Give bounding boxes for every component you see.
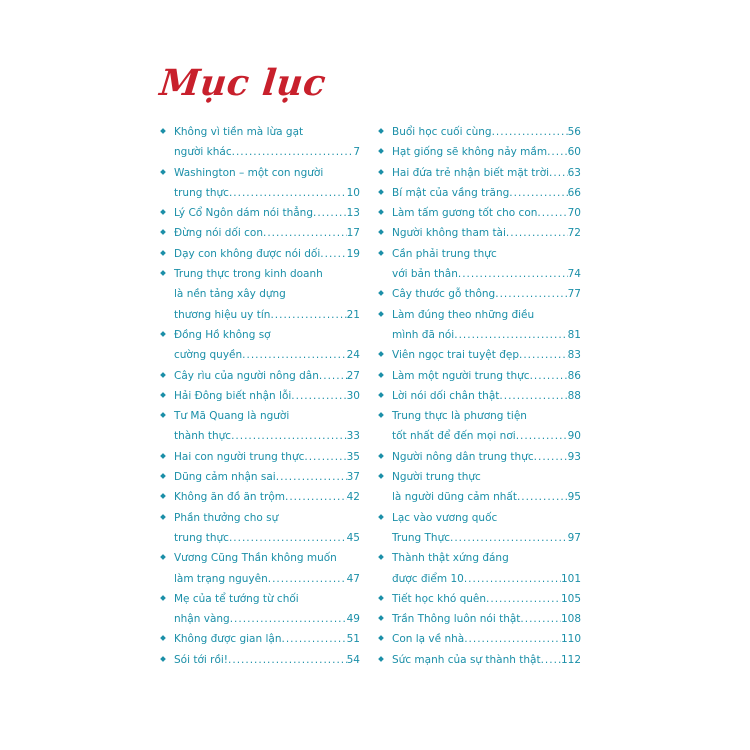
toc-entry-title-line: Vương Cũng Thần không muốn <box>174 552 337 565</box>
dot-leader <box>492 122 568 142</box>
toc-page-number: 66 <box>567 186 581 199</box>
toc-entry-title-line: Trần Thông luôn nói thật <box>392 613 521 626</box>
bullet-icon <box>378 169 384 175</box>
bullet-icon <box>378 291 384 297</box>
bullet-icon <box>378 473 384 479</box>
toc-page-number: 86 <box>567 369 581 382</box>
dot-leader <box>519 345 568 365</box>
bullet-icon <box>160 230 166 236</box>
toc-entry[interactable] <box>160 467 360 487</box>
toc-entry-title-line: Washington – một con người <box>174 166 324 179</box>
toc-entry-title-line: Tiết học khó quên <box>392 592 487 605</box>
toc-entry[interactable] <box>378 508 581 549</box>
toc-entry[interactable] <box>378 406 581 447</box>
dot-leader <box>517 487 568 507</box>
toc-entry-title-line: Buổi học cuối cùng <box>392 126 492 138</box>
toc-entry[interactable] <box>378 122 581 142</box>
toc-page-number: 93 <box>567 450 581 463</box>
bullet-icon <box>378 392 384 398</box>
dot-leader <box>454 325 567 345</box>
toc-entry[interactable] <box>378 609 581 629</box>
toc-entry[interactable] <box>160 163 360 204</box>
toc-entry-title-line: Bí mật của vầng trăng <box>392 186 510 199</box>
bullet-icon <box>378 209 384 215</box>
toc-entry[interactable] <box>160 629 360 649</box>
bullet-icon <box>378 311 384 317</box>
toc-entry-title-line: Đừng nói dối con <box>174 227 263 240</box>
dot-leader <box>229 183 347 203</box>
toc-entry-title-line: Hai đứa trẻ nhận biết mặt trời <box>392 166 550 179</box>
bullet-icon <box>160 554 166 560</box>
toc-entry-title-line: Không ăn đồ ăn trộm <box>174 491 285 504</box>
toc-entry[interactable] <box>378 650 581 670</box>
dot-leader <box>509 183 567 203</box>
toc-entry[interactable] <box>160 325 360 366</box>
dot-leader <box>263 223 347 243</box>
bullet-icon <box>160 412 166 418</box>
dot-leader <box>276 467 347 487</box>
toc-entry-title-line: Hai con người trung thực <box>174 450 305 463</box>
bullet-icon <box>378 230 384 236</box>
toc-entry[interactable] <box>160 386 360 406</box>
toc-entry-title-line: Lý Cổ Ngôn dám nói thẳng <box>174 207 313 220</box>
bullet-icon <box>160 636 166 642</box>
toc-entry-title-line: Lạc vào vương quốc <box>392 511 498 524</box>
toc-entry[interactable] <box>378 223 581 243</box>
dot-leader <box>230 609 347 629</box>
toc-entry-title-line: Dạy con không được nói dối <box>174 247 321 260</box>
dot-leader <box>282 629 347 649</box>
toc-entry[interactable] <box>160 487 360 507</box>
toc-entry[interactable] <box>160 650 360 670</box>
bullet-icon <box>378 351 384 357</box>
toc-entry-title-line: Sói tới rồi! <box>174 653 229 666</box>
bullet-icon <box>160 250 166 256</box>
toc-entry[interactable] <box>378 345 581 365</box>
toc-page-number: 112 <box>560 653 581 666</box>
toc-entry-title-line: là người dũng cảm nhất <box>392 491 517 504</box>
toc-entry-title-line: Phần thưởng cho sự <box>174 511 279 524</box>
toc-entry-title-line: Trung Thực <box>392 531 450 544</box>
toc-page-number: 37 <box>346 471 360 484</box>
dot-leader <box>285 487 347 507</box>
toc-entry[interactable] <box>160 508 360 549</box>
bullet-icon <box>378 554 384 560</box>
toc-entry-title-line: Viên ngọc trai tuyệt đẹp <box>392 349 519 362</box>
toc-page-number: 42 <box>346 491 360 504</box>
toc-page-number: 13 <box>346 207 360 220</box>
toc-page-number: 47 <box>346 572 360 585</box>
toc-entry-title-line: Dũng cảm nhận sai <box>174 471 276 484</box>
toc-entry-title-line: Mẹ của tể tướng từ chối <box>174 592 299 605</box>
bullet-icon <box>378 595 384 601</box>
toc-entry-title-line: là nền tảng xây dựng <box>174 288 286 301</box>
bullet-icon <box>160 473 166 479</box>
toc-page-number: 81 <box>567 328 581 341</box>
dot-leader <box>520 609 561 629</box>
toc-entry-title-line: Làm tấm gương tốt cho con <box>392 207 538 220</box>
dot-leader <box>291 386 346 406</box>
toc-column-right <box>378 122 581 670</box>
toc-entry-title-line: Sức mạnh của sự thành thật <box>392 653 541 666</box>
toc-entry-title-line: Người nông dân trung thực <box>392 450 534 463</box>
dot-leader <box>541 650 561 670</box>
toc-entry[interactable] <box>160 203 360 223</box>
bullet-icon <box>160 270 166 276</box>
dot-leader <box>319 366 347 386</box>
toc-entry-title-line: được điểm 10 <box>392 572 464 585</box>
toc-page-number: 10 <box>346 186 360 199</box>
toc-entry-title-line: Con lạ về nhà <box>392 633 465 646</box>
toc-entry[interactable] <box>378 244 581 285</box>
toc-entry-title-line: mình đã nói <box>392 328 455 341</box>
toc-entry[interactable] <box>378 284 581 304</box>
toc-entry-title-line: Cây rìu của người nông dân <box>174 369 319 382</box>
toc-entry-title-line: cường quyền <box>174 349 243 362</box>
toc-entry[interactable] <box>160 548 360 589</box>
toc-entry-title-line: Làm một người trung thực <box>392 369 530 382</box>
dot-leader <box>304 447 346 467</box>
toc-entry[interactable] <box>378 142 581 162</box>
toc-entry-title-line: trung thực <box>174 531 229 544</box>
toc-entry[interactable] <box>160 264 360 325</box>
toc-entry-title-line: làm trạng nguyên <box>174 572 268 585</box>
toc-entry-title-line: Làm đúng theo những điều <box>392 308 535 321</box>
bullet-icon <box>378 189 384 195</box>
toc-column-left <box>160 122 360 670</box>
dot-leader <box>242 345 346 365</box>
toc-entry[interactable] <box>378 467 581 508</box>
dot-leader <box>549 163 568 183</box>
toc-entry[interactable] <box>160 122 360 163</box>
bullet-icon <box>378 412 384 418</box>
dot-leader <box>232 142 354 162</box>
dot-leader <box>486 589 561 609</box>
dot-leader <box>313 203 347 223</box>
toc-page-number: 97 <box>567 531 581 544</box>
dot-leader <box>458 264 568 284</box>
bullet-icon <box>378 453 384 459</box>
bullet-icon <box>160 372 166 378</box>
toc-entry-title-line: Đồng Hồ không sợ <box>174 328 271 341</box>
toc-page-number: 90 <box>567 430 581 443</box>
bullet-icon <box>160 494 166 500</box>
dot-leader <box>228 650 347 670</box>
bullet-icon <box>160 209 166 215</box>
toc-entry-title-line: Không vì tiền mà lừa gạt <box>174 126 304 138</box>
toc-page-number: 35 <box>346 450 360 463</box>
dot-leader <box>231 426 347 446</box>
dot-leader <box>450 528 568 548</box>
toc-page-number: 45 <box>346 531 360 544</box>
toc-entry-title-line: người khác <box>174 146 232 159</box>
toc-page-number: 63 <box>567 166 581 179</box>
toc-entry-title-line: Cần phải trung thực <box>392 247 497 260</box>
toc-entry-title-line: Thành thật xứng đáng <box>392 552 509 565</box>
bullet-icon <box>378 615 384 621</box>
toc-entry-title-line: Hạt giống sẽ không nảy mầm <box>392 146 548 159</box>
dot-leader <box>506 223 568 243</box>
toc-entry[interactable] <box>378 589 581 609</box>
toc-entry-title-line: Trung thực là phương tiện <box>392 410 527 423</box>
toc-page-number: 19 <box>346 247 360 260</box>
dot-leader <box>464 629 561 649</box>
toc-entry-title-line: thương hiệu uy tín <box>174 308 271 321</box>
toc-entry[interactable] <box>160 447 360 467</box>
toc-entry[interactable] <box>160 244 360 264</box>
bullet-icon <box>160 331 166 337</box>
dot-leader <box>270 305 346 325</box>
bullet-icon <box>160 656 166 662</box>
bullet-icon <box>378 636 384 642</box>
bullet-icon <box>160 392 166 398</box>
toc-entry[interactable] <box>378 163 581 183</box>
dot-leader <box>268 569 347 589</box>
toc-page-number: 60 <box>567 146 581 159</box>
toc-entry-title-line: thành thực <box>174 430 232 443</box>
toc-page-number: 54 <box>346 653 360 666</box>
toc-page-number: 77 <box>567 288 581 301</box>
toc-page-number: 56 <box>567 126 581 138</box>
toc-page-number: 88 <box>567 389 581 402</box>
toc-entry[interactable] <box>378 183 581 203</box>
dot-leader <box>464 569 561 589</box>
toc-entry-title-line: trung thực <box>174 186 229 199</box>
toc-page-number: 74 <box>567 268 581 281</box>
toc-entry[interactable] <box>378 203 581 223</box>
toc-page-number: 72 <box>567 227 581 240</box>
toc-entry[interactable] <box>378 366 581 386</box>
toc-entry[interactable] <box>378 548 581 589</box>
dot-leader <box>516 426 568 446</box>
toc-page-number: 101 <box>560 572 581 585</box>
toc-page-number: 49 <box>346 613 360 626</box>
dot-leader <box>229 528 347 548</box>
toc-entry-title-line: tốt nhất để đến mọi nơi <box>392 430 516 443</box>
toc-page-number: 21 <box>346 308 360 321</box>
bullet-icon <box>378 372 384 378</box>
dot-leader <box>320 244 346 264</box>
toc-entry[interactable] <box>160 223 360 243</box>
bullet-icon <box>160 169 166 175</box>
toc-entry-title-line: Người trung thực <box>392 471 481 484</box>
bullet-icon <box>378 148 384 154</box>
toc-page-number: 24 <box>346 349 360 362</box>
toc-page-number: 110 <box>560 633 581 646</box>
dot-leader <box>530 366 568 386</box>
toc-page-number: 7 <box>353 146 360 159</box>
dot-leader <box>499 386 567 406</box>
toc-entry[interactable] <box>378 305 581 346</box>
toc-entry-title-line: Không được gian lận <box>174 633 282 646</box>
toc-entry-title-line: Tư Mã Quang là người <box>174 410 290 423</box>
dot-leader <box>495 284 567 304</box>
bullet-icon <box>378 656 384 662</box>
page-title: Mục lục <box>157 62 328 104</box>
toc-page-number: 51 <box>346 633 360 646</box>
dot-leader <box>534 447 568 467</box>
bullet-icon <box>378 514 384 520</box>
bullet-icon <box>378 250 384 256</box>
toc-page-number: 27 <box>346 369 360 382</box>
toc-page-number: 30 <box>346 389 360 402</box>
bullet-icon <box>378 128 384 134</box>
toc-entry[interactable] <box>160 366 360 386</box>
toc-page-number: 17 <box>346 227 360 240</box>
toc-entry-title-line: Lời nói dối chân thật <box>392 389 500 402</box>
dot-leader <box>537 203 567 223</box>
toc-entry-title-line: Người không tham tài <box>392 227 506 240</box>
toc-page-number: 95 <box>567 491 581 504</box>
toc-page-number: 70 <box>567 207 581 220</box>
toc-entry-title-line: với bản thân <box>392 268 458 281</box>
toc-entry[interactable] <box>160 406 360 447</box>
bullet-icon <box>160 595 166 601</box>
toc-entry[interactable] <box>378 386 581 406</box>
bullet-icon <box>160 128 166 134</box>
toc-entry-title-line: Trung thực trong kinh doanh <box>174 268 323 281</box>
dot-leader <box>547 142 568 162</box>
toc-entry-title-line: nhận vàng <box>174 613 230 626</box>
bullet-icon <box>160 514 166 520</box>
toc-page-number: 108 <box>560 613 581 626</box>
toc-page-number: 83 <box>567 349 581 362</box>
toc-entry[interactable] <box>378 447 581 467</box>
toc-entry[interactable] <box>378 629 581 649</box>
bullet-icon <box>160 453 166 459</box>
toc-entry-title-line: Cây thước gỗ thông <box>392 288 496 301</box>
toc-page-number: 105 <box>560 592 581 605</box>
toc-page-number: 33 <box>346 430 360 443</box>
toc-entry[interactable] <box>160 589 360 630</box>
toc-entry-title-line: Hải Đông biết nhận lỗi <box>174 389 292 402</box>
